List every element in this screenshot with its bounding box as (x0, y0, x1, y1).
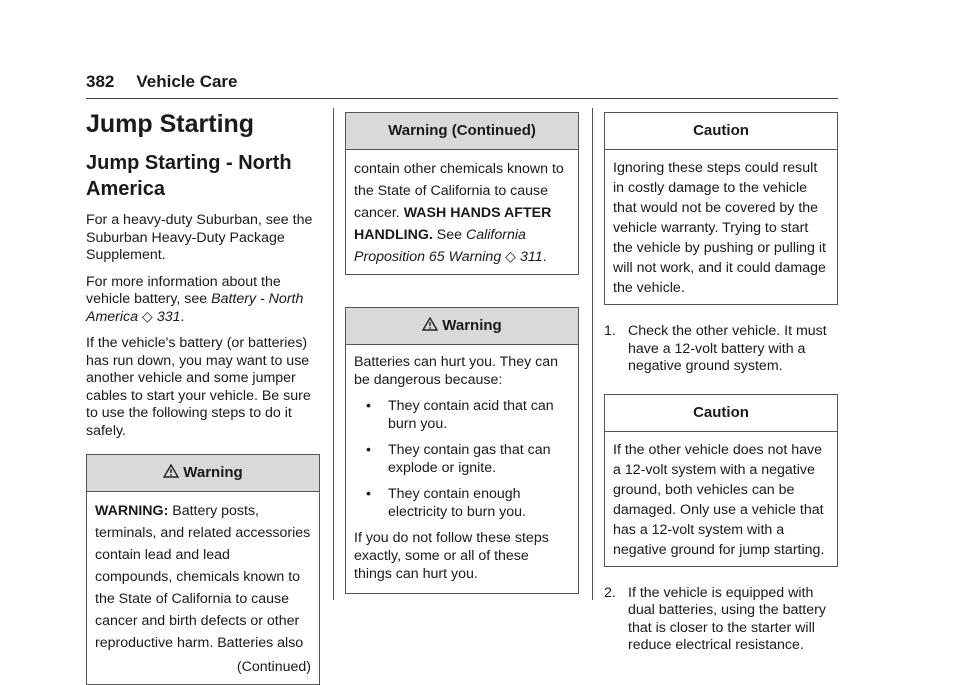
section-title: Vehicle Care (136, 72, 238, 91)
warning-hazards-body (346, 345, 578, 593)
warning-lead: WARNING: (95, 503, 169, 519)
hazards-list (354, 397, 570, 521)
hazards-outro: If you do not follow these steps exactly, some or all of these things can hurt you. (354, 530, 549, 582)
warning-continued-body: contain other chemicals known to the State of California to cause cancer. WASH HANDS AFTER HANDLING. See California Proposition 65 Warning ◇ 311. (354, 161, 564, 265)
caution-box-ground (604, 394, 838, 567)
caution-box-title: Caution (605, 113, 837, 150)
page-ref-arrow-icon: ◇ (142, 308, 153, 325)
warning-box-battery (86, 454, 320, 685)
page-number: 382 (86, 72, 115, 91)
column-3 (604, 112, 838, 655)
caution-box-damage (604, 112, 838, 305)
battery-page-ref[interactable]: 331 (156, 308, 181, 325)
warning-box-body (87, 492, 319, 684)
caution-box-body: Ignoring these steps could result in costly damage to the vehicle that would not be covered by the vehicle warranty. Trying to start the vehicle by pushing or pulling it will not work, and it could damage the vehicle. (613, 160, 826, 296)
step-2: 2. If the vehicle is equipped with dual batteries, using the battery that is closer to the starter will reduce electrical resistance. (604, 584, 826, 653)
warning-box-continued (345, 112, 579, 275)
caution-box-body: If the other vehicle does not have a 12-volt system with a negative ground, both vehicles can be damaged. Only use a vehicle that has a 12-volt system with a negative ground for jump starting. (613, 441, 825, 558)
list-item: • They contain enough electricity to burn you. (366, 486, 526, 520)
warning-box-header (87, 455, 319, 492)
prop65-page-ref[interactable]: 311 (520, 249, 543, 265)
intro-paragraph: If the vehicle's battery (or batteries) has run down, you may want to use another vehicle and some jumper cables to start your vehicle. Be sure to use the following steps to do it safely. (86, 335, 311, 439)
warning-triangle-icon (163, 464, 179, 478)
warning-box-title: Warning (183, 464, 243, 481)
page-title: Jump Starting (86, 110, 255, 138)
battery-reference-link[interactable]: Battery - North America (86, 291, 304, 325)
warning-triangle-icon (422, 317, 438, 331)
column-divider-2 (592, 108, 593, 600)
step-1: 1. Check the other vehicle. It must have a 12-volt battery with a negative ground system. (604, 323, 827, 374)
warning-continued-header: Warning (Continued) (346, 113, 578, 150)
steps-list-2 (604, 585, 838, 655)
header-rule (86, 98, 838, 99)
list-item: • They contain gas that can explode or ignite. (366, 442, 551, 476)
warning-box-header (346, 308, 578, 345)
column-1 (86, 110, 320, 685)
heavy-duty-paragraph: For a heavy-duty Suburban, see the Suburban Heavy-Duty Package Supplement. (86, 212, 313, 263)
warning-text: Battery posts, terminals, and related accessories contain lead and lead compounds, chemicals known to the State of California to cause cancer and birth defects or other reproductive harm. Batteries also (95, 503, 311, 651)
caution-box-title: Caution (605, 395, 837, 432)
list-item: • They contain acid that can burn you. (366, 398, 554, 432)
warning-box-title: Warning (442, 317, 502, 334)
page-ref-arrow-icon: ◇ (505, 249, 517, 265)
column-2 (345, 112, 579, 594)
section-heading: Jump Starting - North America (86, 152, 292, 200)
prop65-reference-link[interactable]: California Proposition 65 Warning (354, 227, 526, 265)
hazards-intro: Batteries can hurt you. They can be dangerous because: (354, 354, 558, 388)
column-divider-1 (333, 108, 334, 600)
page-header (86, 72, 238, 92)
steps-list-1 (604, 323, 838, 376)
continued-label: (Continued) (236, 659, 311, 675)
battery-info-paragraph: For more information about the vehicle battery, see Battery - North America ◇ 331. (86, 273, 304, 325)
warning-box-hazards (345, 307, 579, 594)
wash-hands-text: WASH HANDS AFTER HANDLING. (354, 205, 552, 243)
